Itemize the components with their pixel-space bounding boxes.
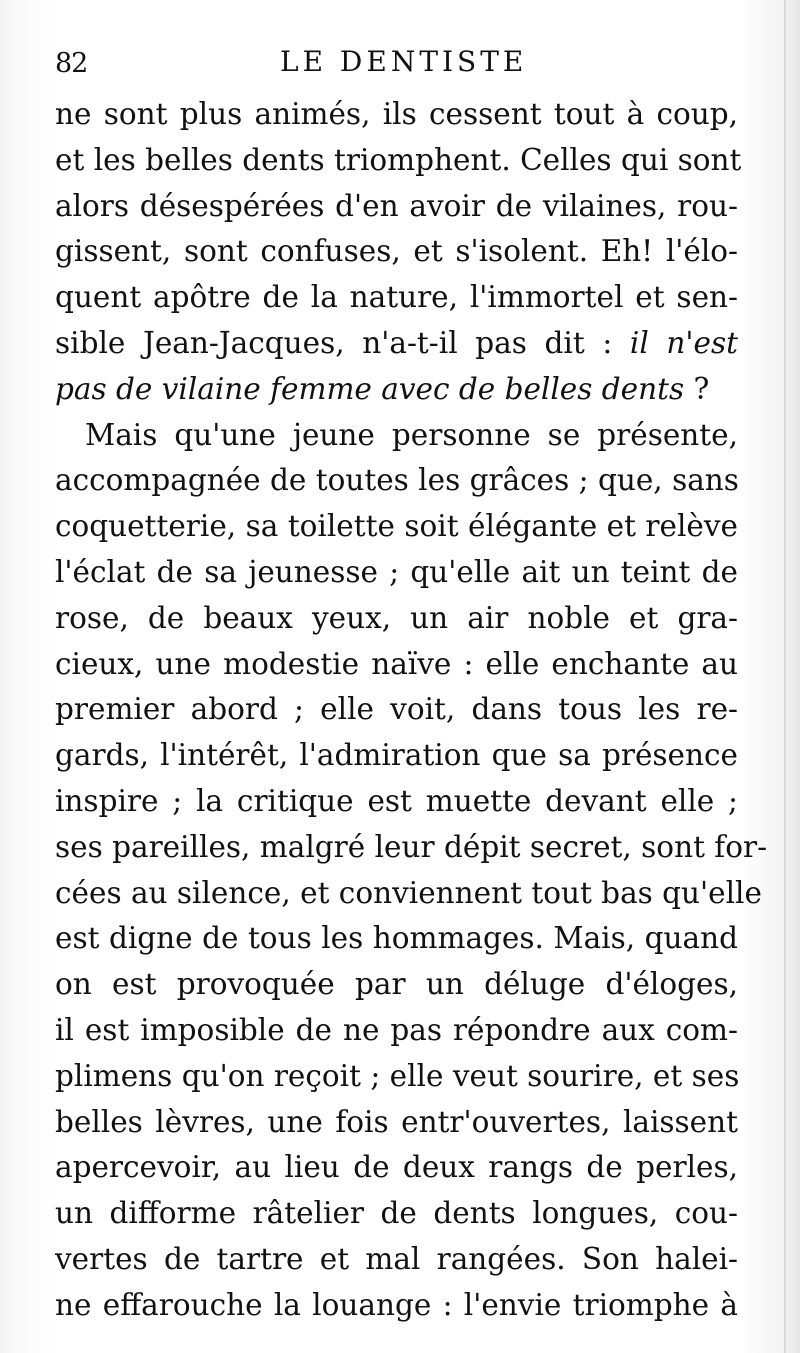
text-line: l'éclat de sa jeunesse ; qu'elle ait un teint de — [55, 554, 738, 589]
text-line: il est imposible de ne pas répondre aux com- — [55, 1012, 738, 1047]
text-line: apercevoir, au lieu de deux rangs de perles, — [55, 1150, 738, 1185]
text-line: vertes de tartre et mal rangées. Son halei- — [55, 1241, 738, 1276]
quotation-italic: pas de vilaine femme avec de belles dents — [55, 371, 685, 406]
paragraph-start-line: Mais qu'une jeune personne se présente, — [85, 417, 738, 452]
text-line: accompagnée de toutes les grâces ; que, sans — [55, 463, 739, 498]
text-line: coquetterie, sa toilette soit élégante et relève — [55, 509, 738, 544]
text-line: cieux, une modestie naïve : elle enchante au — [55, 646, 738, 681]
text-line: et les belles dents triomphent. Celles qui sont — [55, 142, 742, 177]
page-edge — [784, 0, 786, 1353]
text-line: cées au silence, et conviennent tout bas qu'elle — [55, 875, 762, 910]
text-line: est digne de tous les hommages. Mais, quand — [55, 921, 738, 956]
text-line: gards, l'intérêt, l'admiration que sa présence — [55, 738, 738, 773]
text-line: on est provoquée par un déluge d'éloges, — [55, 967, 738, 1002]
text-line: belles lèvres, une fois entr'ouvertes, laissent — [55, 1104, 738, 1139]
text-line: inspire ; la critique est muette devant elle ; — [55, 783, 738, 818]
page-header — [55, 40, 740, 85]
quotation-italic: il n'est — [629, 325, 738, 360]
text-line: sible Jean-Jacques, n'a-t-il pas dit : il n'est — [55, 325, 738, 360]
page-number: 82 — [55, 48, 88, 79]
text-line: ne sont plus animés, ils cessent tout à coup, — [55, 97, 738, 131]
text-line: alors désespérées d'en avoir de vilaines, rou- — [55, 188, 738, 223]
text-line: premier abord ; elle voit, dans tous les re- — [55, 692, 738, 727]
text-line: ses pareilles, malgré leur dépit secret, sont for- — [55, 829, 768, 864]
body-text — [55, 92, 768, 1329]
text-line: plimens qu'on reçoit ; elle veut sourire, et ses — [55, 1058, 740, 1093]
running-head: LE DENTISTE — [280, 45, 528, 78]
text-line: gissent, sont confuses, et s'isolent. Eh! l'élo- — [55, 234, 738, 269]
text-line: rose, de beaux yeux, un air noble et gra- — [55, 600, 738, 635]
text-line: quent apôtre de la nature, l'immortel et sen- — [55, 280, 738, 315]
text-line: pas de vilaine femme avec de belles dents ? — [55, 371, 710, 406]
text-line: un difforme râtelier de dents longues, cou- — [55, 1196, 738, 1231]
text-line: ne effarouche la louange : l'envie triomphe à — [55, 1287, 738, 1322]
